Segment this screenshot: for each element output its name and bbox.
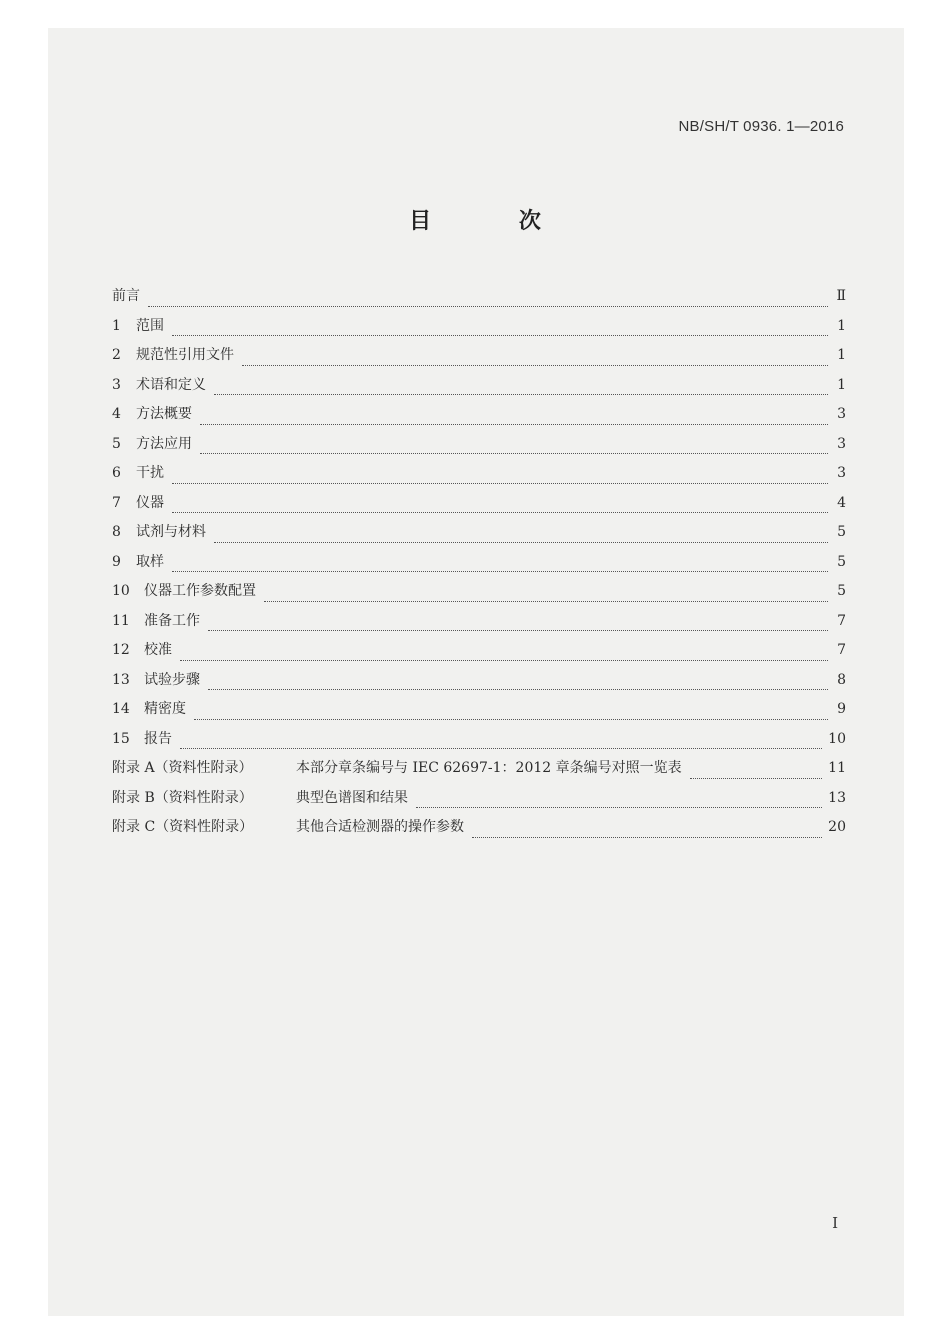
toc-entry[interactable] [112,518,846,548]
toc-entry-page: 5 [837,583,846,599]
dot-leader [172,483,828,484]
toc-entry-number: 7 [112,494,121,511]
toc-entry[interactable] [112,341,846,371]
dot-leader [180,748,822,749]
toc-entry[interactable] [112,813,846,843]
toc-entry[interactable] [112,430,846,460]
dot-leader [194,719,828,720]
toc-entry-number: 5 [112,435,121,452]
page-number: I [832,1214,838,1232]
dot-leader [214,542,828,543]
toc-entry[interactable] [112,607,846,637]
toc-entry-number: 附录 C（资料性附录） [112,819,254,835]
toc-entry[interactable] [112,459,846,489]
dot-leader [264,601,828,602]
dot-leader [200,424,828,425]
toc-entry-label: 校准 [144,642,172,658]
dot-leader [208,630,828,631]
toc-entry[interactable] [112,636,846,666]
toc-entry-page: 20 [828,819,846,835]
toc-entry-label: 报告 [144,730,172,747]
toc-entry-label: 试剂与材料 [136,524,206,540]
toc-entry-label: 典型色谱图和结果 [296,789,408,806]
toc-entry-page: 3 [837,465,846,481]
table-of-contents [112,282,846,843]
toc-entry-label: 方法概要 [136,406,192,422]
toc-entry-page: 7 [837,612,846,629]
toc-entry[interactable] [112,489,846,519]
toc-entry-number: 6 [112,465,121,481]
toc-entry[interactable] [112,754,846,784]
dot-leader [214,394,828,395]
toc-title: 目 次 [409,208,581,234]
toc-entry[interactable] [112,666,846,696]
toc-entry-label: 仪器 [136,494,164,511]
toc-entry-page: 3 [837,435,846,452]
toc-entry-page: 3 [837,406,846,422]
toc-entry-page: 4 [837,494,846,511]
toc-entry-number: 附录 B（资料性附录） [112,789,253,806]
dot-leader [200,453,828,454]
toc-entry-number: 10 [112,583,130,599]
toc-entry-page: 7 [837,642,846,658]
toc-entry-number: 9 [112,553,121,570]
toc-entry-label: 干扰 [136,465,164,481]
toc-entry-number: 4 [112,406,121,422]
toc-entry[interactable] [112,371,846,401]
toc-entry[interactable] [112,282,846,312]
toc-entry-label: 术语和定义 [136,376,206,393]
toc-entry-label: 前言 [112,288,140,304]
standard-code: NB/SH/T 0936. 1—2016 [678,118,844,135]
toc-entry-number: 附录 A（资料性附录） [112,760,253,776]
dot-leader [472,837,822,838]
toc-entry[interactable] [112,695,846,725]
toc-entry-number: 3 [112,376,121,393]
toc-entry[interactable] [112,784,846,814]
toc-entry-label: 精密度 [144,701,186,717]
toc-entry-page: 1 [837,317,846,334]
toc-entry[interactable] [112,548,846,578]
toc-entry-page: 13 [828,789,846,806]
dot-leader [148,306,828,307]
toc-entry-label: 取样 [136,553,164,570]
dot-leader [172,512,828,513]
toc-entry-label: 方法应用 [136,435,192,452]
dot-leader [172,335,828,336]
toc-entry-label: 范围 [136,317,164,334]
toc-entry-number: 8 [112,524,121,540]
dot-leader [690,778,823,779]
toc-entry-number: 14 [112,701,130,717]
toc-entry-number: 13 [112,671,130,688]
toc-entry-label: 规范性引用文件 [136,347,234,363]
toc-entry[interactable] [112,312,846,342]
toc-entry[interactable] [112,725,846,755]
toc-entry-page: 11 [828,760,846,776]
toc-entry-number: 11 [112,612,130,629]
dot-leader [172,571,828,572]
toc-entry-label: 准备工作 [144,612,200,629]
toc-entry-number: 2 [112,347,121,363]
toc-entry-page: 9 [837,701,846,717]
dot-leader [180,660,828,661]
dot-leader [416,807,822,808]
toc-entry-page: 5 [837,553,846,570]
toc-entry[interactable] [112,577,846,607]
toc-entry-label: 仪器工作参数配置 [144,583,256,599]
toc-entry-page: 1 [837,347,846,363]
toc-entry-page: 5 [837,524,846,540]
toc-entry[interactable] [112,400,846,430]
toc-entry-page: 1 [837,376,846,393]
toc-entry-label: 本部分章条编号与 IEC 62697-1：2012 章条编号对照一览表 [296,760,682,776]
dot-leader [242,365,828,366]
toc-entry-number: 15 [112,730,130,747]
toc-entry-page: 10 [828,730,846,747]
toc-entry-page: Ⅱ [836,288,846,304]
toc-entry-label: 其他合适检测器的操作参数 [296,819,464,835]
toc-entry-number: 12 [112,642,130,658]
toc-entry-label: 试验步骤 [144,671,200,688]
dot-leader [208,689,828,690]
toc-entry-number: 1 [112,317,121,334]
toc-entry-page: 8 [837,671,846,688]
